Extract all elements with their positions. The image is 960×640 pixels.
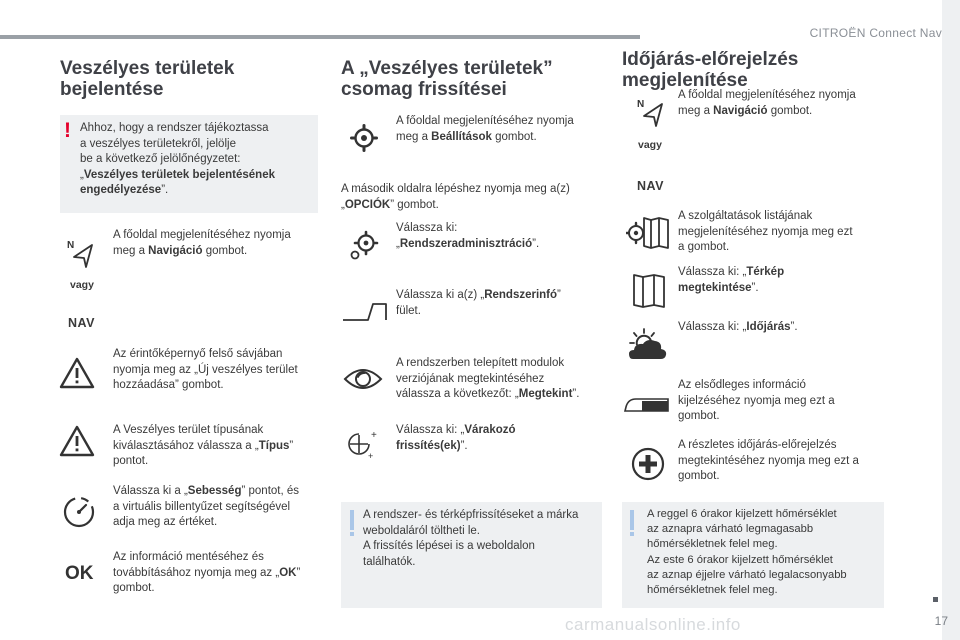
step-services-list: A szolgáltatások listájának megjelenítéséhez nyomja meg ezt a gombot.: [678, 210, 853, 253]
continue-marker: [933, 597, 938, 602]
info-text-updates: A rendszer- és térképfrissítéseket a márka weboldaláról töltheti le. A frissítés lépései is a weboldalon találhatók.: [363, 509, 579, 568]
svg-text:+: +: [368, 451, 374, 460]
watermark: carmanualsonline.info: [565, 615, 741, 634]
step-save-ok: Az információ mentéséhez és továbbításához nyomja meg az „OK” gombot.: [113, 551, 301, 594]
view-eye-icon: [343, 364, 383, 394]
svg-text:+: +: [371, 430, 377, 441]
step-open-navigation: A főoldal megjelenítéséhez nyomja meg a Navigáció gombot.: [113, 229, 291, 257]
map-icon: [633, 273, 665, 309]
weather-sun-cloud-icon: [627, 328, 669, 362]
step-detailed-forecast: A részletes időjárás-előrejelzés megtekintéséhez nyomja meg ezt a gombot.: [678, 439, 859, 482]
step-primary-info: Az elsődleges információ kijelzéséhez nyomja meg ezt a gombot.: [678, 379, 835, 422]
services-gear-map-icon: [626, 216, 670, 250]
info-icon: [350, 510, 354, 530]
hazard-type-triangle-icon: [59, 425, 95, 457]
step-view-map: Válassza ki: „Térkép megtekintése”.: [678, 266, 785, 294]
svg-text:N: N: [67, 240, 75, 251]
step-weather: Válassza ki: „Időjárás”.: [678, 321, 798, 333]
section-title-hazard-report: Veszélyes területek bejelentése: [60, 58, 235, 100]
section-title-updates: A „Veszélyes területek” csomag frissítései: [341, 58, 553, 100]
info-icon-dot: [630, 532, 634, 536]
tab-icon: [342, 300, 388, 324]
speedometer-icon: [62, 495, 96, 529]
navigation-north-icon: [64, 237, 96, 269]
header-rule: [0, 35, 640, 39]
section-title-weather: Időjárás-előrejelzés megjelenítése: [622, 49, 799, 91]
settings-gear-icon: [350, 124, 378, 152]
header-brand: CITROËN Connect Nav: [809, 26, 942, 40]
plus-circle-icon: [631, 447, 665, 481]
step-add-hazard: Az érintőképernyő felső sávjában nyomja meg az „Új veszélyes terület hozzáadása” gombot.: [113, 348, 298, 391]
system-admin-gears-icon: [348, 230, 380, 262]
step-system-admin: Válassza ki: „Rendszeradminisztráció”.: [396, 222, 540, 250]
warning-icon: !: [64, 119, 71, 142]
step-select-type: A Veszélyes terület típusának kiválasztásához válassza a „Típus” pontot.: [113, 424, 294, 467]
hazard-triangle-icon: [59, 357, 95, 389]
step-enter-speed: Válassza ki a „Sebesség” pontot, és a virtuális billentyűzet segítségével adja meg az értéket.: [113, 485, 300, 528]
step-open-navigation: A főoldal megjelenítéséhez nyomja meg a Navigáció gombot.: [678, 89, 856, 117]
step-pending-updates: Válassza ki: „Várakozó frissítés(ek)”.: [396, 424, 516, 452]
page-number: 17: [934, 614, 948, 628]
info-icon-dot: [350, 532, 354, 536]
step-system-info: Válassza ki a(z) „Rendszerinfó” fület.: [396, 289, 561, 317]
primary-info-tab-icon: [624, 397, 670, 413]
step-options: A második oldalra lépéshez nyomja meg a(z) „OPCIÓK” gombot.: [341, 183, 570, 211]
info-icon: [630, 510, 634, 530]
info-text-temperatures: A reggel 6 órakor kijelzett hőmérséklet az aznapra várható legmagasabb hőmérsékletnek felel meg. Az este 6 órakor kijelzett hőmérséklet az aznap éjjelre várható legalacsonyabb hőmérsékletnek felel meg.: [647, 508, 847, 597]
svg-text:N: N: [637, 99, 645, 110]
nav-button-label: NAV: [68, 316, 95, 330]
step-open-settings: A főoldal megjelenítéséhez nyomja meg a Beállítások gombot.: [396, 115, 574, 143]
page-edge-strip: [942, 0, 960, 640]
step-view-versions: A rendszerben telepített modulok verziójának megtekintéséhez válassza a következőt: „Megtekint”.: [396, 357, 580, 400]
or-label: vagy: [638, 139, 662, 151]
navigation-north-icon: [634, 96, 666, 128]
pending-updates-icon: [345, 428, 381, 460]
ok-button-label: OK: [65, 563, 94, 584]
or-label: vagy: [70, 279, 94, 291]
warning-text: Ahhoz, hogy a rendszer tájékoztassa a veszélyes területekről, jelölje be a következő jelölőnégyzetet: „Veszélyes területek bejelentésének engedélyezése”.: [80, 122, 275, 196]
nav-button-label: NAV: [637, 179, 664, 193]
